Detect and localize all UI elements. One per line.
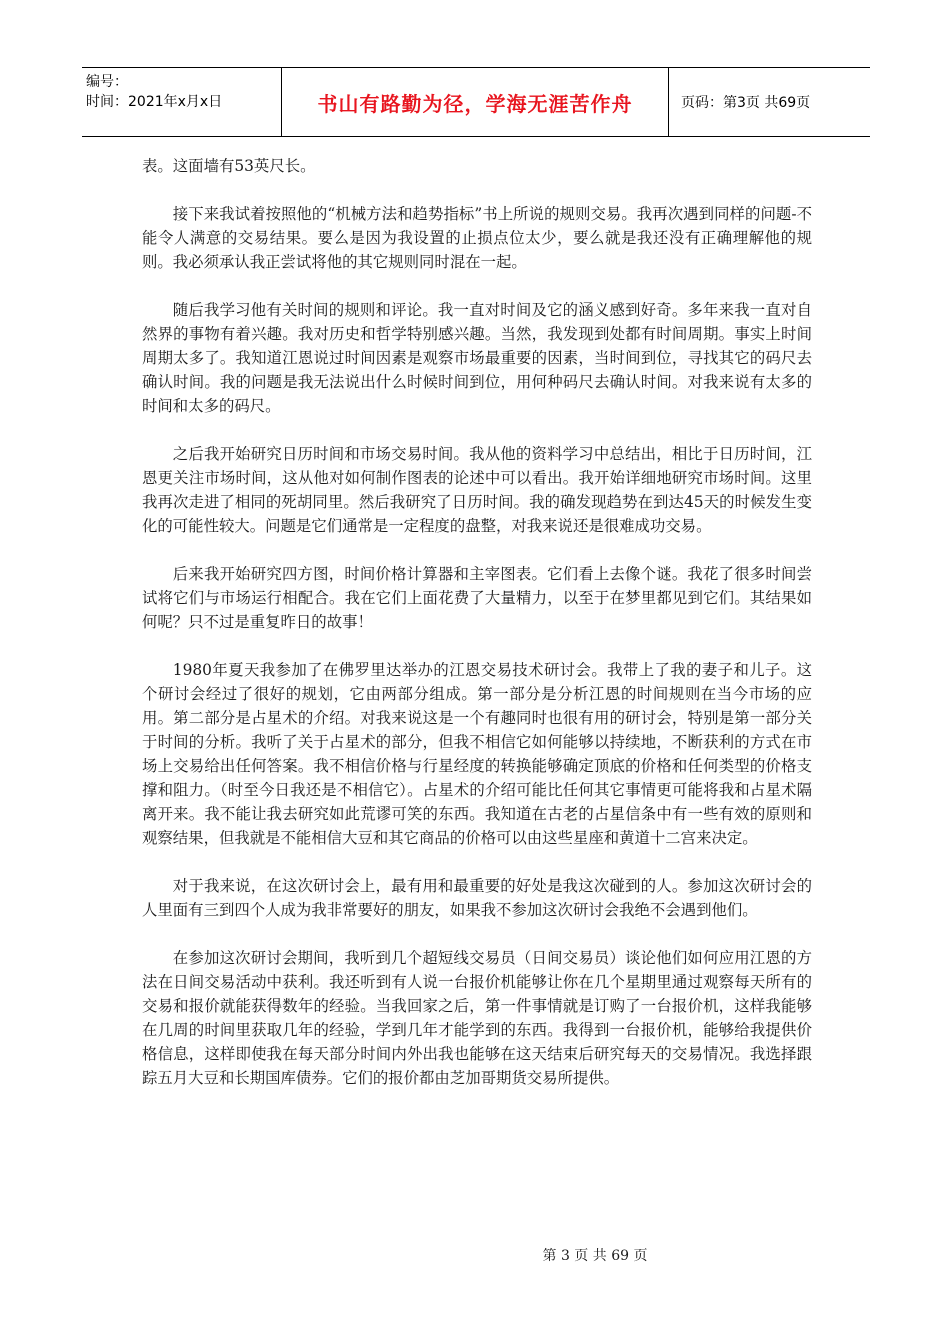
header-page-info: 页码：第3页 共69页	[681, 95, 811, 111]
paragraph-5: 后来我开始研究四方图，时间价格计算器和主宰图表。它们看上去像个谜。我花了很多时间尝试将它们与市场运行相配合。我在它们上面花费了大量精力，以至于在梦里都见到它们。其结果如何呢？只不过是重复昨日的故事！	[142, 565, 812, 631]
header-motto: 书山有路勤为径，学海无涯苦作舟	[282, 68, 669, 136]
paragraph-3: 随后我学习他有关时间的规则和评论。我一直对时间及它的涵义感到好奇。多年来我一直对自然界的事物有着兴趣。我对历史和哲学特别感兴趣。当然，我发现到处都有时间周期。事实上时间周期太多了。我知道江恩说过时间因素是观察市场最重要的因素，当时间到位，寻找其它的码尺去确认时间。我的问题是我无法说出什么时候时间到位，用何种码尺去确认时间。对我来说有太多的时间和太多的码尺。	[142, 301, 812, 415]
paragraph-4: 之后我开始研究日历时间和市场交易时间。我从他的资料学习中总结出，相比于日历时间，江恩更关注市场时间，这从他对如何制作图表的论述中可以看出。我开始详细地研究市场时间。这里我再次走进了相同的死胡同里。然后我研究了日历时间。我的确发现趋势在到达45天的时候发生变化的可能性较大。问题是它们通常是一定程度的盘整，对我来说还是很难成功交易。	[142, 445, 812, 535]
header-number-label: 编号：	[86, 74, 128, 90]
paragraph-6: 1980年夏天我参加了在佛罗里达举办的江恩交易技术研讨会。我带上了我的妻子和儿子。这个研讨会经过了很好的规划，它由两部分组成。第一部分是分析江恩的时间规则在当今市场的应用。第二部分是占星术的介绍。对我来说这是一个有趣同时也很有用的研讨会，特别是第一部分关于时间的分析。我听了关于占星术的部分，但我不相信它如何能够以持续地，不断获利的方式在市场上交易给出任何答案。我不相信价格与行星经度的转换能够确定顶底的价格和任何类型的价格支撑和阻力。（时至今日我还是不相信它）。占星术的介绍可能比任何其它事情更可能将我和占星术隔离开来。我不能让我去研究如此荒谬可笑的东西。我知道在古老的占星信条中有一些有效的原则和观察结果，但我就是不能相信大豆和其它商品的价格可以由这些星座和黄道十二宫来决定。	[142, 661, 812, 847]
page-footer: 第 3 页 共 69 页	[542, 1248, 648, 1264]
paragraph-2: 接下来我试着按照他的“机械方法和趋势指标”书上所说的规则交易。我再次遇到同样的问题-不能令人满意的交易结果。要么是因为我设置的止损点位太少，要么就是我还没有正确理解他的规则。我必须承认我正尝试将他的其它规则同时混在一起。	[142, 205, 812, 271]
header-meta	[82, 68, 282, 136]
paragraph-8: 在参加这次研讨会期间，我听到几个超短线交易员（日间交易员）谈论他们如何应用江恩的方法在日间交易活动中获利。我还听到有人说一台报价机能够让你在几个星期里通过观察每天所有的交易和报价就能获得数年的经验。当我回家之后，第一件事情就是订购了一台报价机，这样我能够在几周的时间里获取几年的经验，学到几年才能学到的东西。我得到一台报价机，能够给我提供价格信息，这样即使我在每天部分时间内外出我也能够在这天结束后研究每天的交易情况。我选择跟踪五月大豆和长期国库债券。它们的报价都由芝加哥期货交易所提供。	[142, 949, 812, 1087]
paragraph-7: 对于我来说，在这次研讨会上，最有用和最重要的好处是我这次碰到的人。参加这次研讨会的人里面有三到四个人成为我非常要好的朋友，如果我不参加这次研讨会我绝不会遇到他们。	[142, 877, 812, 919]
document-body	[142, 154, 812, 1114]
header-date: 时间：2021年x月x日	[86, 94, 223, 110]
page-header	[82, 67, 870, 137]
paragraph-1: 表。这面墙有53英尺长。	[142, 157, 316, 175]
